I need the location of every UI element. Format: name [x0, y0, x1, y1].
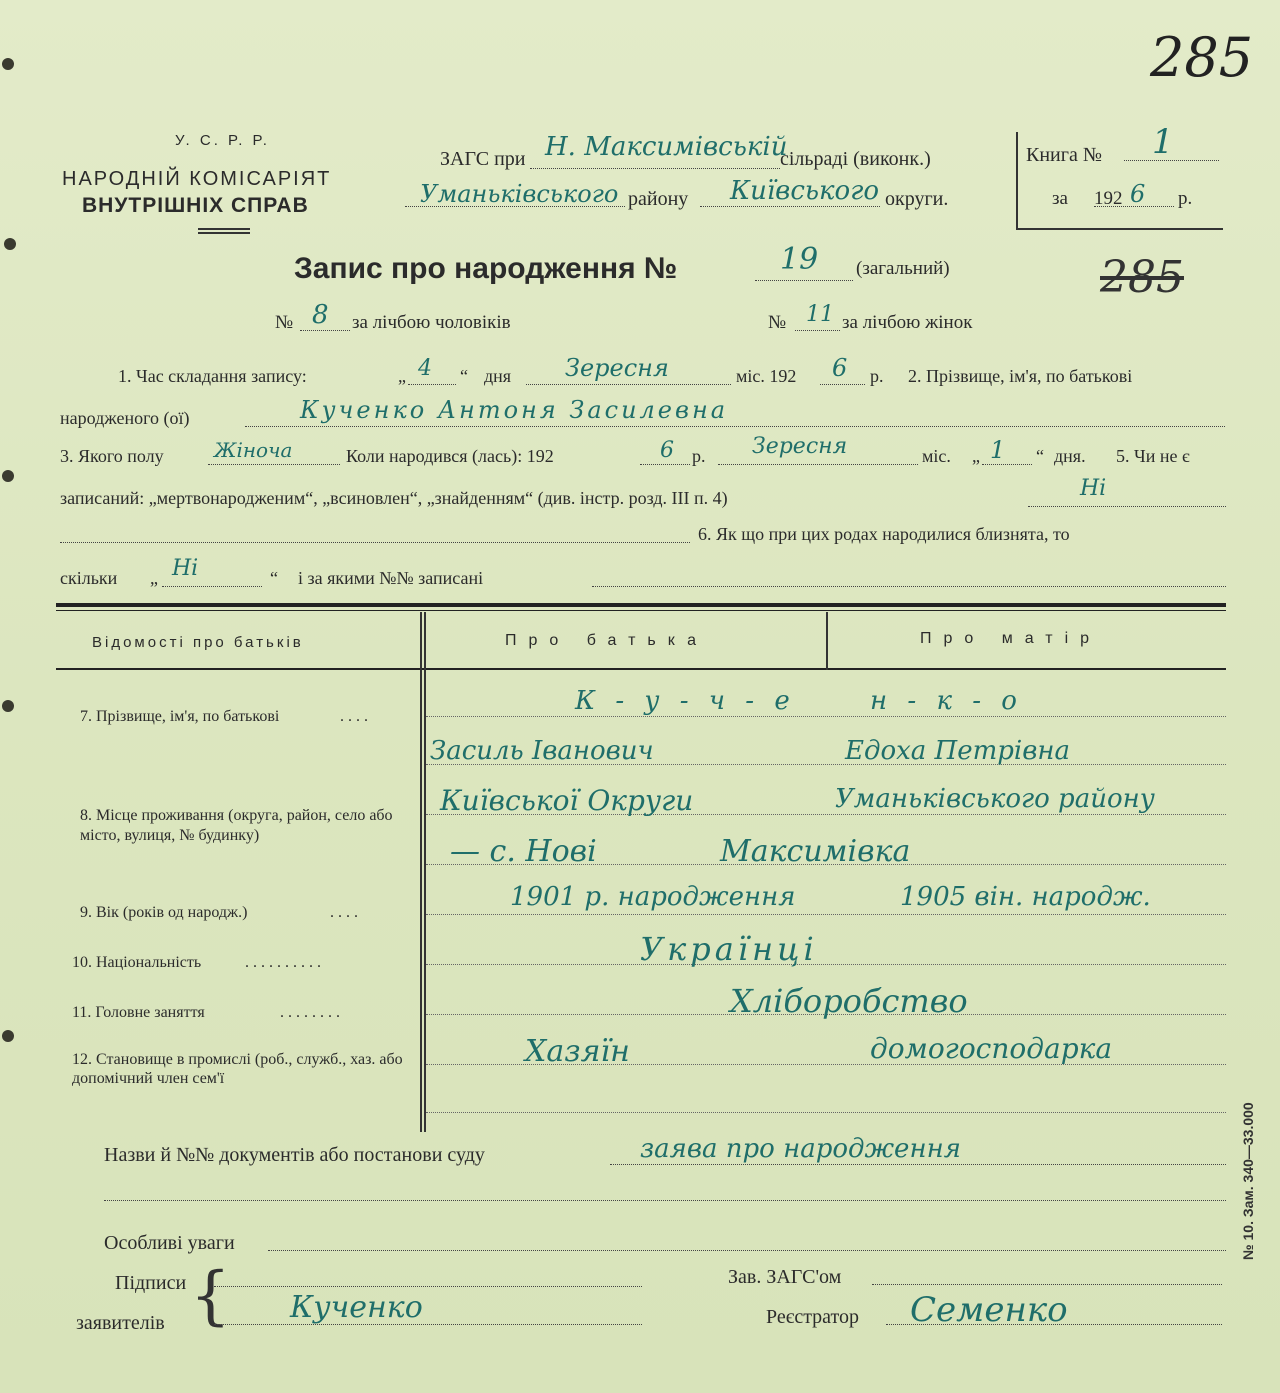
punch-hole [2, 470, 14, 482]
punch-hole [2, 700, 14, 712]
applicant-line-2 [214, 1324, 642, 1325]
documents-line [610, 1164, 1226, 1165]
row-line [426, 964, 1226, 965]
mother-age: 1905 він. народж. [900, 882, 1151, 912]
f1-month: Зересня [565, 354, 669, 382]
document-page: 285 У. С. Р. Р. НАРОДНІЙ КОМІСАРІЯТ ВНУТРІШНІХ СПРАВ ЗАГС при Н. Максимівській сільраді (виконк.) Уманьківського району Київського округи. Книга № 1 за 192 6 р. Запис про народження № 19 (загальний) 285 № 8 за лічбою чоловіків № 11 за лічбою жінок 1. Час складання запису: „ 4 “ дня Зересня міс. 192 6 р. 2. Прізвище, ім'я, по батькові народженого (ої) Кученко Антоня Засилевна 3. Якого полу Жіноча Коли народився (лась): 192 6 р. Зересня міс. „ 1 “ дня. 5. Чи не є записаний: „мертвонародженим“, „всиновлен“, „знайденням“ (див. інстр. розд. III п. 4) Ні 6. Як що при цих родах народилися близнята, то скільки „ Ні “ і за якими №№ записані Відомості про батьків Про батька Про матір 7. Прізвище, ім'я, по батькові . . . . 8. Місце проживання (округа, район, село або місто, вулиця, № будинку) 9. Вік (років од народж.) . . . . 10. Національність . . . . . . . . . . 11. Головне заняття . . . . . . . . 12. Становище в промислі (роб., служб., хаз. або допомічний член сем'ї К - у - ч - е н - к - о Засиль Іванович Едоха Петрівна Київської Округи Уманьківського району — с. Нові Максимівка 1901 р. народження 1905 він. народж. Українці Хліборобство Хазяїн домогосподарка Назви й №№ документів або постанови суду заява про народження Особливі уваги Підписи заявителів { Кученко Зав. ЗАГС'ом Реєстратор Семенко № 10. Зам. 340—33.000 [0, 0, 1280, 1393]
f2-value: Кученко Антоня Засилевна [300, 396, 729, 424]
f6-label2: скільки [60, 568, 118, 588]
father-age: 1901 р. народження [510, 882, 796, 912]
zags-label: ЗАГС при [440, 148, 526, 170]
row-label-residence: 8. Місце проживання (округа, район, село або місто, вулиця, № будинку) [80, 807, 393, 844]
table-col-divider [826, 612, 828, 670]
row-label-nationality: 10. Національність [72, 954, 202, 971]
f4-month: Зересня [752, 434, 848, 459]
f4-month-label: міс. [922, 446, 951, 466]
row-line [426, 716, 1226, 717]
f1-year-suffix: р. [870, 366, 884, 386]
f2-label: 2. Прізвище, ім'я, по батькові [908, 366, 1133, 386]
corner-number: 285 [1100, 252, 1184, 303]
registrar-label: Реєстратор [766, 1306, 860, 1328]
rayonu-label: району [628, 188, 689, 210]
district-value: Уманьківського [420, 180, 619, 208]
documents-label: Назви й №№ документів або постанови суду [104, 1144, 485, 1166]
f6-value: Ні [172, 556, 199, 581]
f4-day-line [982, 464, 1032, 465]
row-label-surname: 7. Прізвище, ім'я, по батькові [80, 708, 280, 725]
head-label: Зав. ЗАГС'ом [728, 1266, 842, 1288]
page-number: 285 [1150, 26, 1254, 89]
f2-label2: народженого (ої) [60, 408, 190, 428]
father-position: Хазяїн [525, 1034, 630, 1069]
ministry-line1: У. С. Р. Р. [175, 132, 270, 149]
documents-line-2 [104, 1200, 1226, 1201]
f4-year: 6 [660, 438, 674, 463]
f3-value: Жіноча [214, 438, 293, 462]
male-label: за лічбою чоловіків [352, 312, 511, 333]
applicant-line-1 [214, 1286, 642, 1287]
applicants-label-2: заявителів [76, 1312, 165, 1334]
father-residence-1: Київської Округи [440, 784, 694, 817]
f4-year-line [640, 464, 690, 465]
f4-day-label: дня. [1054, 446, 1086, 466]
applicants-label-1: Підписи [115, 1272, 187, 1294]
f1-month-label: міс. 192 [736, 366, 797, 386]
f5-label: 5. Чи не є [1116, 446, 1190, 466]
book-label: Книга № [1026, 144, 1102, 166]
f1-label: 1. Час складання запису: [118, 366, 307, 386]
silradi-label: сільраді (виконк.) [780, 148, 931, 170]
book-year-prefix: 192 [1094, 188, 1123, 209]
record-general-label: (загальний) [856, 258, 950, 279]
ministry-underline [198, 228, 250, 234]
female-number: 11 [806, 302, 834, 327]
nationality: Українці [640, 930, 818, 968]
registrar-signature: Семенко [910, 1290, 1068, 1330]
book-year-label: за [1052, 188, 1068, 209]
father-surname: К - у - ч - е [575, 686, 796, 716]
row-label-age: 9. Вік (років од народж.) [80, 904, 248, 921]
f6-label: 6. Як що при цих родах народилися близнята, то [698, 524, 1070, 544]
male-number-line [300, 330, 350, 331]
okruga-line [700, 206, 880, 207]
book-year-line [1094, 206, 1174, 207]
f4-year-suffix: р. [692, 446, 706, 466]
record-number-line [755, 280, 853, 281]
f4-month-line [718, 464, 918, 465]
f2-value-line [245, 426, 1225, 427]
applicants-brace: { [190, 1259, 231, 1333]
mother-surname: н - к - о [870, 686, 1023, 716]
f1-day-label: дня [484, 366, 512, 386]
table-header-border [56, 668, 1226, 670]
zags-village-line [530, 168, 780, 169]
father-residence-2: — с. Нові [450, 834, 597, 869]
female-no-label: № [768, 312, 787, 333]
table-header-mother: Про матір [920, 630, 1102, 647]
mother-residence-2: Максимівка [720, 834, 911, 869]
father-name: Засиль Іванович [430, 736, 654, 766]
f3-label: 3. Якого полу [60, 446, 164, 466]
table-col-divider [420, 612, 422, 1132]
mother-residence-1: Уманьківського району [835, 784, 1155, 814]
side-print: № 10. Зам. 340—33.000 [1240, 1102, 1256, 1260]
f4-day: 1 [990, 436, 1006, 464]
female-label: за лічбою жінок [842, 312, 973, 333]
f5-value-line [1028, 506, 1226, 507]
applicant-signature: Кученко [290, 1290, 423, 1325]
table-header-father: Про батька [505, 632, 708, 649]
f1-month-line [526, 384, 731, 385]
f1-year-line [820, 384, 865, 385]
male-number: 8 [312, 300, 329, 330]
head-line [872, 1284, 1222, 1285]
row-label-position: 12. Становище в промислі (роб., служб., хаз. або допомічний член сем'ї [72, 1051, 403, 1087]
occupation: Хліборобство [730, 982, 968, 1020]
row-line [426, 1112, 1226, 1113]
okruga-value: Київського [730, 176, 880, 206]
row-line [426, 914, 1226, 915]
female-number-line [795, 330, 840, 331]
punch-hole [2, 1030, 14, 1042]
table-top-border [56, 603, 1226, 607]
f1-year: 6 [832, 354, 848, 382]
ministry-line2: НАРОДНІЙ КОМІСАРІЯТ [62, 168, 332, 190]
zags-village: Н. Максимівській [545, 132, 788, 162]
f6-records-line [592, 586, 1226, 587]
f6-value-line [162, 586, 262, 587]
book-year-suffix: р. [1178, 188, 1193, 209]
punch-hole [2, 58, 14, 70]
record-title: Запис про народження № [294, 252, 678, 285]
ministry-line3: ВНУТРІШНІХ СПРАВ [82, 194, 309, 217]
f6-blank-line [60, 542, 690, 543]
mother-position: домогосподарка [870, 1032, 1113, 1065]
documents-value: заява про народження [640, 1134, 961, 1164]
male-no-label: № [275, 312, 294, 333]
row-label-occupation: 11. Головне заняття [72, 1004, 205, 1021]
f1-day-line [408, 384, 456, 385]
notes-line [268, 1250, 1226, 1251]
mother-name: Едоха Петрівна [845, 736, 1070, 766]
table-top-border-thin [56, 610, 1226, 611]
f6-label3: і за якими №№ записані [298, 568, 484, 588]
f5-value: Ні [1080, 476, 1107, 501]
book-number: 1 [1152, 122, 1174, 162]
table-col-divider [424, 612, 426, 1132]
record-number: 19 [780, 242, 819, 277]
f3-value-line [208, 464, 340, 465]
notes-label: Особливі уваги [104, 1232, 235, 1254]
table-header-info: Відомості про батьків [92, 634, 304, 651]
book-year-hw: 6 [1130, 180, 1146, 208]
f5-label2: записаний: „мертвонародженим“, „всиновлен“, „знайденням“ (див. інстр. розд. III п. 4) [60, 488, 728, 508]
punch-hole [4, 238, 16, 250]
okrugi-label: округи. [885, 188, 949, 210]
f4-label: Коли народився (лась): 192 [346, 446, 554, 466]
f1-day: 4 [418, 356, 432, 381]
